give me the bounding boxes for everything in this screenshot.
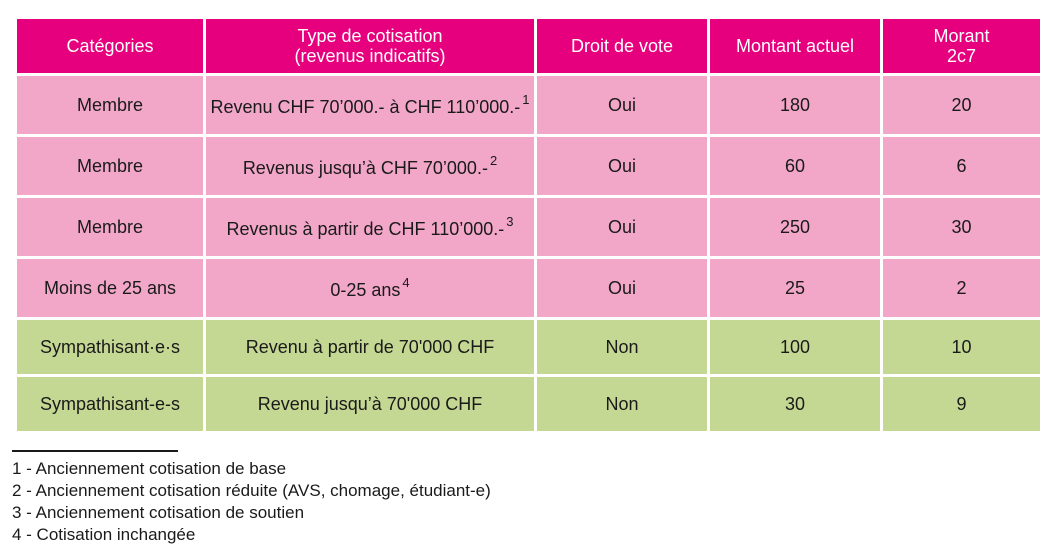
header-label: Type de cotisation — [297, 26, 443, 46]
current-amount-cell: 30 — [710, 377, 880, 431]
contribution-type-cell — [206, 259, 534, 317]
voting-right-cell: Oui — [537, 76, 707, 134]
category-cell: Sympathisant·e·s — [17, 320, 203, 374]
current-amount-cell: 100 — [710, 320, 880, 374]
table-row — [17, 320, 1040, 374]
current-amount-cell: 60 — [710, 137, 880, 195]
new-amount-cell: 6 — [883, 137, 1040, 195]
footnote-item: 3 - Anciennement cotisation de soutien — [12, 503, 305, 522]
header-sublabel: (revenus indicatifs) — [294, 46, 446, 66]
voting-right-cell: Non — [537, 320, 707, 374]
header-label: Montant actuel — [735, 36, 855, 56]
contribution-type-text: Revenu jusqu’à 70'000 CHF — [257, 394, 483, 414]
category-cell: Membre — [17, 198, 203, 256]
category-cell: Membre — [17, 76, 203, 134]
footnotes-list — [12, 458, 491, 546]
current-amount-cell: 180 — [710, 76, 880, 134]
header-new-amount — [883, 19, 1040, 73]
footnote-ref: 3 — [506, 214, 514, 229]
header-label: Morant — [933, 26, 990, 46]
category-cell: Moins de 25 ans — [17, 259, 203, 317]
footnote-item: 1 - Anciennement cotisation de base — [12, 459, 287, 478]
footnote-ref: 4 — [402, 275, 410, 290]
contribution-type-cell — [206, 76, 534, 134]
footnote-item: 4 - Cotisation inchangée — [12, 525, 196, 544]
new-amount-cell: 2 — [883, 259, 1040, 317]
contribution-type-cell — [206, 377, 534, 431]
category-cell: Sympathisant-e-s — [17, 377, 203, 431]
contribution-type-text: Revenus jusqu’à CHF 70’000.- — [242, 158, 488, 178]
footnote-item: 2 - Anciennement cotisation réduite (AVS, chomage, étudiant-e) — [12, 481, 491, 500]
new-amount-cell: 20 — [883, 76, 1040, 134]
voting-right-cell: Non — [537, 377, 707, 431]
table-row — [17, 377, 1040, 431]
contribution-type-cell — [206, 198, 534, 256]
contribution-type-text: Revenu CHF 70’000.- à CHF 110’000.- — [210, 97, 521, 117]
table-row — [17, 137, 1040, 195]
header-categories — [17, 19, 203, 73]
new-amount-cell: 9 — [883, 377, 1040, 431]
header-label: Catégories — [66, 36, 154, 56]
current-amount-cell: 250 — [710, 198, 880, 256]
table-row — [17, 198, 1040, 256]
contribution-type-cell — [206, 320, 534, 374]
voting-right-cell: Oui — [537, 198, 707, 256]
new-amount-cell: 30 — [883, 198, 1040, 256]
header-current-amount — [710, 19, 880, 73]
contribution-type-text: 0-25 ans — [330, 280, 401, 300]
contribution-type-text: Revenu à partir de 70'000 CHF — [245, 337, 495, 357]
category-cell: Membre — [17, 137, 203, 195]
current-amount-cell: 25 — [710, 259, 880, 317]
voting-right-cell: Oui — [537, 137, 707, 195]
table-row — [17, 259, 1040, 317]
new-amount-cell: 10 — [883, 320, 1040, 374]
table-header-row — [17, 19, 1040, 73]
footnote-divider — [12, 450, 178, 452]
footnote-ref: 2 — [489, 153, 498, 168]
header-contribution-type — [206, 19, 534, 73]
header-voting-right — [537, 19, 707, 73]
header-label: Droit de vote — [570, 36, 674, 56]
contribution-type-cell — [206, 137, 534, 195]
table-row — [17, 76, 1040, 134]
footnote-ref: 1 — [522, 92, 530, 107]
header-sublabel: 2c7 — [946, 46, 977, 66]
contribution-type-text: Revenus à partir de CHF 110’000.- — [226, 219, 505, 239]
membership-fee-table — [14, 16, 1043, 434]
voting-right-cell: Oui — [537, 259, 707, 317]
